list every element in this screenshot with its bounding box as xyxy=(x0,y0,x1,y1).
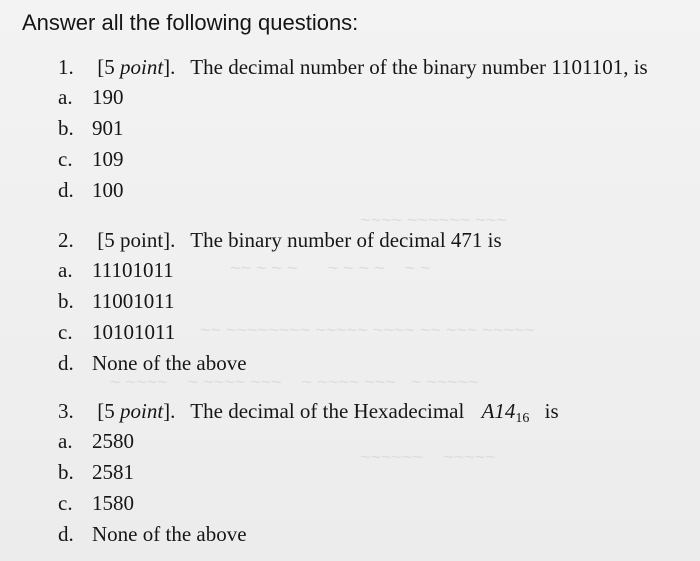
points-open: [5 xyxy=(97,55,120,79)
hex-base-subscript: 16 xyxy=(515,411,530,426)
question-2 xyxy=(58,225,698,379)
answer-option[interactable] xyxy=(58,255,698,286)
answer-option[interactable] xyxy=(58,348,698,379)
answer-option[interactable] xyxy=(58,286,698,317)
show-through-mark: ~ ~~~~ ~ ~~~~ ~~~ ~ ~~~~ ~~~ ~ ~~~~~ xyxy=(110,372,479,392)
instruction-heading: Answer all the following questions: xyxy=(22,10,359,35)
question-stem xyxy=(58,52,698,82)
option-text: 901 xyxy=(92,116,124,140)
question-number: 2. xyxy=(58,228,74,252)
show-through-mark: ~~ ~ ~ ~ ~ ~ ~ ~ ~ ~ xyxy=(230,258,431,278)
answer-option[interactable] xyxy=(58,457,698,488)
points-close: ]. xyxy=(163,55,176,79)
show-through-mark: ~~~~ ~~~~~~ ~~~ xyxy=(360,210,507,230)
answer-option[interactable] xyxy=(58,317,698,348)
points-label: [5 point]. xyxy=(97,228,176,252)
option-letter: d. xyxy=(58,178,74,202)
answer-option[interactable] xyxy=(58,113,698,144)
question-3 xyxy=(58,396,698,550)
points-label xyxy=(97,55,175,79)
option-text: 190 xyxy=(92,85,124,109)
option-text: 2580 xyxy=(92,429,134,453)
answer-option[interactable] xyxy=(58,426,698,457)
question-text: The binary number of decimal 471 is xyxy=(190,228,502,252)
answer-option[interactable] xyxy=(58,144,698,175)
option-text: None of the above xyxy=(92,351,247,375)
answer-option[interactable] xyxy=(58,488,698,519)
option-text: 100 xyxy=(92,178,124,202)
option-letter: c. xyxy=(58,320,73,344)
answer-option[interactable] xyxy=(58,519,698,550)
points-close: ]. xyxy=(163,399,176,423)
option-text: 10101011 xyxy=(92,320,176,344)
question-stem xyxy=(58,396,698,426)
question-text: The decimal of the Hexadecimal xyxy=(190,399,465,423)
show-through-mark: ~~ ~~~~~~~~ ~~~~~ ~~~~ ~~ ~~~ ~~~~~ xyxy=(200,320,535,340)
option-letter: b. xyxy=(58,116,74,140)
option-letter: d. xyxy=(58,351,74,375)
points-word: point xyxy=(120,55,164,79)
option-text: 11101011 xyxy=(92,258,174,282)
points-label xyxy=(97,399,175,423)
option-text: 2581 xyxy=(92,460,134,484)
option-letter: c. xyxy=(58,147,73,171)
question-text: The decimal number of the binary number 1101101, is xyxy=(190,55,648,79)
answer-option[interactable] xyxy=(58,82,698,113)
question-number: 3. xyxy=(58,399,74,423)
points-open: [5 xyxy=(97,399,120,423)
option-text: 11001011 xyxy=(92,289,175,313)
show-through-mark: ~~~~~~ ~~~~~ xyxy=(360,447,496,467)
question-1 xyxy=(58,52,698,206)
question-number: 1. xyxy=(58,55,74,79)
answer-option[interactable] xyxy=(58,175,698,206)
option-text: 109 xyxy=(92,147,124,171)
question-tail: is xyxy=(544,399,559,423)
question-stem xyxy=(58,225,698,255)
option-letter: a. xyxy=(58,429,73,453)
option-text: 1580 xyxy=(92,491,134,515)
hex-digits: A14 xyxy=(481,399,516,423)
option-letter: b. xyxy=(58,460,74,484)
points-word: point xyxy=(120,399,164,423)
hex-number xyxy=(481,399,530,426)
option-letter: a. xyxy=(58,258,73,282)
option-letter: c. xyxy=(58,491,73,515)
option-letter: d. xyxy=(58,522,74,546)
option-text: None of the above xyxy=(92,522,247,546)
option-letter: b. xyxy=(58,289,74,313)
option-letter: a. xyxy=(58,85,73,109)
